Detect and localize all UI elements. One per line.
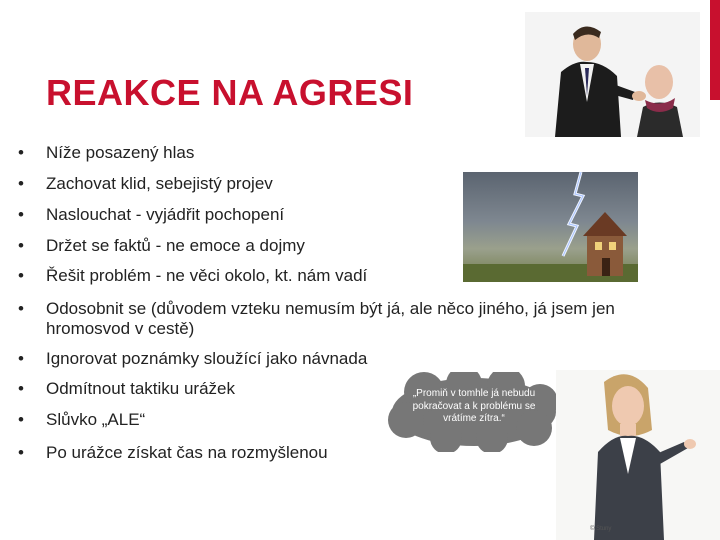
bullet-text: Řešit problém - ne věci okolo, kt. nám vadí xyxy=(46,266,368,285)
slide-title: REAKCE NA AGRESI xyxy=(46,72,414,113)
bullet-dot: • xyxy=(18,379,24,398)
bullet-dot: • xyxy=(18,410,24,429)
bullet-text: Odmítnout taktiku urážek xyxy=(46,379,235,398)
bullet-text: Odosobnit se (důvodem vzteku nemusím být já, ale něco jiného, já jsem jen hromosvod v cestě) xyxy=(46,299,615,338)
bullet-dot: • xyxy=(18,299,24,318)
bullet-text: Naslouchat - vyjádřit pochopení xyxy=(46,205,285,224)
businesswoman-image xyxy=(556,370,720,540)
bullet-dot: • xyxy=(18,236,24,255)
bullet-text: Zachovat klid, sebejistý projev xyxy=(46,174,273,193)
bullet-dot: • xyxy=(18,349,24,368)
bullet-dot: • xyxy=(18,443,24,462)
bullet-dot: • xyxy=(18,174,24,193)
copyright-text: © Stuny xyxy=(590,526,612,532)
bullet-text: Po urážce získat čas na rozmyšlenou xyxy=(46,443,328,462)
accent-bar xyxy=(710,0,720,100)
arguing-men-image xyxy=(525,12,700,137)
lightning-house-image xyxy=(463,172,638,282)
bullet-text: Slůvko „ALE“ xyxy=(46,410,146,429)
bullet-text: Ignorovat poznámky sloužící jako návnada xyxy=(46,349,368,368)
bullet-dot: • xyxy=(18,143,24,162)
bullet-text: Držet se faktů - ne emoce a dojmy xyxy=(46,236,305,255)
bullet-text: Níže posazený hlas xyxy=(46,143,195,162)
cloud-text: „Promiň v tomhle já nebudu pokračovat a k problému se vrátíme zítra.“ xyxy=(412,388,536,424)
bullet-dot: • xyxy=(18,266,24,285)
bullet-dot: • xyxy=(18,205,24,224)
